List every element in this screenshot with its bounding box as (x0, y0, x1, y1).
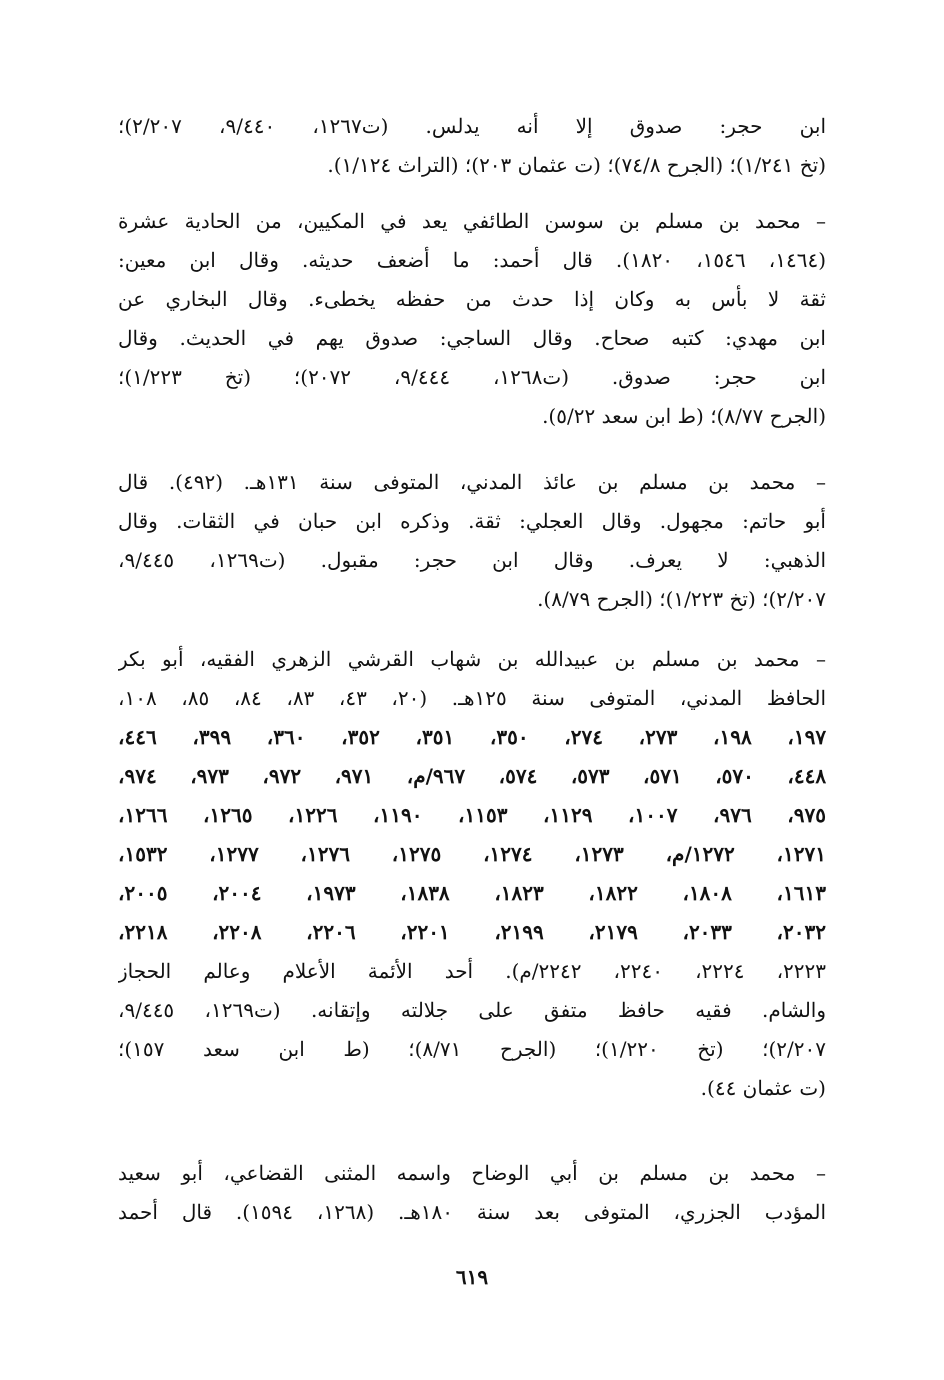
entry-line: والشام. فقيه حافظ متفق على جلالته وإتقانه. (ت١٢٦٩، ٩/٤٤٥، (118, 998, 826, 1022)
entry-muhammad-ibn-muslim-ibn-sawsan (118, 202, 826, 436)
entry-line: ثقة لا بأس به وكان إذا حدث من حفظه يخطىء. وقال البخاري عن (118, 287, 826, 311)
entry-line: ٢/٢٠٧)؛ (تخ ١/٢٢٣)؛ (الجرح ٨/٧٩). (537, 587, 826, 611)
entry-muhammad-ibn-muslim-ibn-aidh (118, 463, 826, 619)
entry-line: (١٤٦٤، ١٥٤٦، ١٨٢٠). قال أحمد: ما أضعف حديثه. وقال ابن معين: (118, 248, 826, 272)
entry-line: – محمد بن مسلم بن عائذ المدني، المتوفى سنة ١٣١هـ. (٤٩٢). قال (118, 470, 826, 494)
entry-line: ٢٠٣٢، ٢٠٣٣، ٢١٧٩، ٢١٩٩، ٢٢٠١، ٢٢٠٦، ٢٢٠٨، ٢٢١٨، (118, 920, 826, 944)
entry-line: أبو حاتم: مجهول. وقال العجلي: ثقة. وذكره ابن حبان في الثقات. وقال (118, 509, 826, 533)
entry-line: (تخ ١/٢٤١)؛ (الجرح ٧٤/٨)؛ (ت عثمان ٢٠٣)؛ (التراث ١/١٢٤). (327, 153, 826, 177)
entry-line: – محمد بن مسلم بن سوسن الطائفي يعد في المكيين، من الحادية عشرة (118, 209, 826, 233)
entry-line: (الجرح ٨/٧٧)؛ (ط ابن سعد ٥/٢٢). (542, 404, 826, 428)
entry-line: ١٦١٣، ١٨٠٨، ١٨٢٢، ١٨٢٣، ١٨٣٨، ١٩٧٣، ٢٠٠٤، ٢٠٠٥، (118, 881, 826, 905)
entry-line: ٢٢٢٣، ٢٢٢٤، ٢٢٤٠، ٢٢٤٢/م). أحد الأئمة الأعلام وعالم الحجاز (118, 959, 826, 983)
entry-line: ١٢٧١، ١٢٧٢/م، ١٢٧٣، ١٢٧٤، ١٢٧٥، ١٢٧٦، ١٢٧٧، ١٥٣٢، (118, 842, 826, 866)
entry-line: ٢/٢٠٧)؛ (تخ ١/٢٢٠)؛ (الجرح ٨/٧١)؛ (ط ابن سعد ١٥٧)؛ (118, 1037, 826, 1061)
entry-line: الحافظ المدني، المتوفى سنة ١٢٥هـ. (٢٠، ٤٣، ٨٣، ٨٤، ٨٥، ١٠٨، (118, 686, 826, 710)
entry-muhammad-ibn-muslim-ibn-shihab-al-zuhri (118, 640, 826, 1108)
entry-line: – محمد بن مسلم بن عبيدالله بن شهاب القرشي الزهري الفقيه، أبو بكر (118, 647, 826, 671)
entry-line: ابن مهدي: كتبه صحاح. وقال الساجي: صدوق يهم في الحديث. وقال (118, 326, 826, 350)
entry-muhammad-ibn-muslim-ibn-abi-al-waddah (118, 1154, 826, 1232)
entry-line: ٩٧٥، ٩٧٦، ١٠٠٧، ١١٢٩، ١١٥٣، ١١٩٠، ١٢٢٦، ١٢٦٥، ١٢٦٦، (118, 803, 826, 827)
entry-ibn-hajar-continuation (118, 107, 826, 185)
entry-line: ٤٤٨، ٥٧٠، ٥٧١، ٥٧٣، ٥٧٤، ٩٦٧/م، ٩٧١، ٩٧٢، ٩٧٣، ٩٧٤، (118, 764, 826, 788)
entry-line: ١٩٧، ١٩٨، ٢٧٣، ٢٧٤، ٣٥٠، ٣٥١، ٣٥٢، ٣٦٠، ٣٩٩، ٤٤٦، (118, 725, 826, 749)
page-number: ٦١٩ (455, 1265, 489, 1289)
entry-line: (ت عثمان ٤٤). (700, 1076, 826, 1100)
entry-line: المؤدب الجزري، المتوفى بعد سنة ١٨٠هـ. (١٢٦٨، ١٥٩٤). قال أحمد (118, 1200, 826, 1224)
entry-line: الذهبي: لا يعرف. وقال ابن حجر: مقبول. (ت١٢٦٩، ٩/٤٤٥، (118, 548, 826, 572)
entry-line: – محمد بن مسلم بن أبي الوضاح واسمه المثنى القضاعي، أبو سعيد (118, 1161, 826, 1185)
entry-line: ابن حجر: صدوق إلا أنه يدلس. (ت١٢٦٧، ٩/٤٤٠، ٢/٢٠٧)؛ (118, 114, 826, 138)
entry-line: ابن حجر: صدوق. (ت١٢٦٨، ٩/٤٤٤، ٢٠٧٢)؛ (تخ ١/٢٢٣)؛ (118, 365, 826, 389)
